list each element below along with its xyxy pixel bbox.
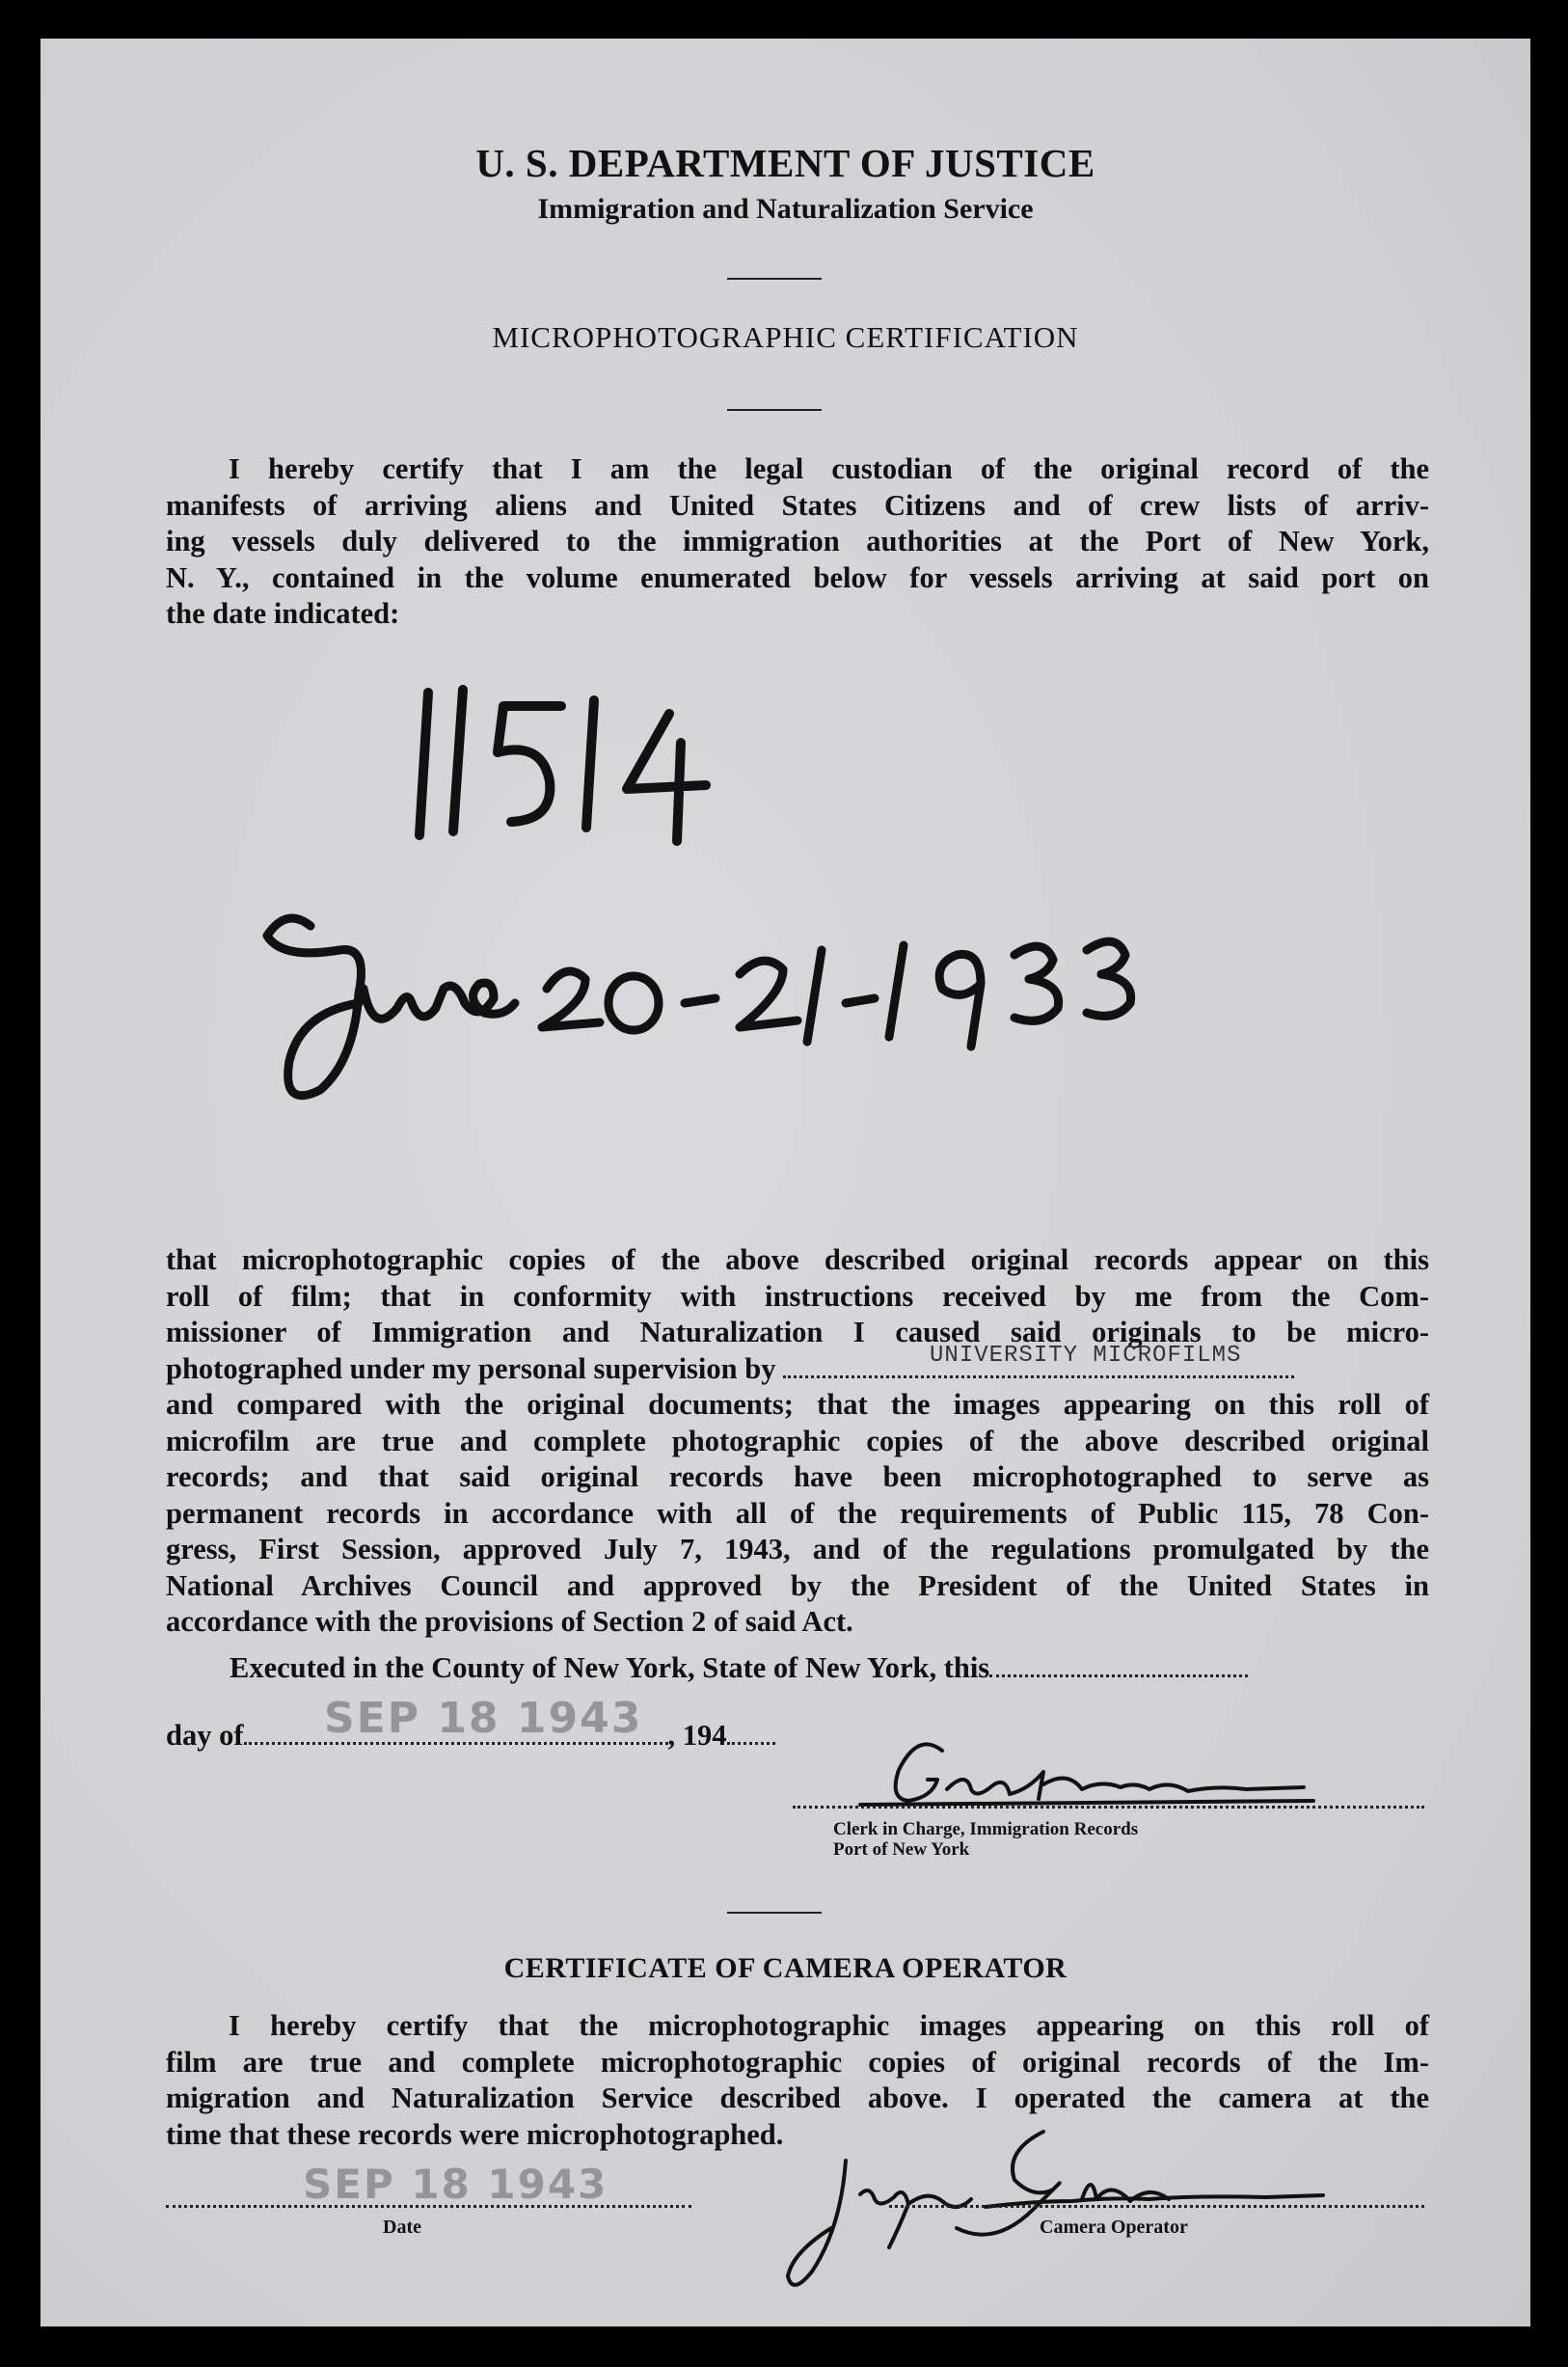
date-line [166, 2205, 691, 2208]
handwritten-volume-number [419, 690, 706, 841]
intro-line: I hereby certify that I am the legal custodian of the original record of the [229, 452, 1429, 485]
year-dotted-line [727, 1728, 775, 1745]
camera-line: film are true and complete microphotographic copies of original records of the Im- [166, 2045, 1429, 2079]
executed-day-dotted-line [989, 1661, 1248, 1677]
intro-line: the date indicated: [166, 597, 400, 630]
operator-signature-line [889, 2205, 1424, 2208]
service-subheading: Immigration and Naturalization Service [537, 193, 1034, 225]
clerk-title [833, 1819, 1138, 1860]
day-of-label: day of [166, 1719, 244, 1752]
intro-line: manifests of arriving aliens and United States Citizens and of crew lists of arriv- [166, 488, 1429, 522]
supervision-line [166, 1342, 1429, 1388]
certification-title: MICROPHOTOGRAPHIC CERTIFICATION [492, 320, 1079, 354]
clerk-signature-line [793, 1806, 1424, 1809]
executed-line [230, 1651, 1248, 1685]
operator-label: Camera Operator [1040, 2217, 1188, 2238]
body-line: missioner of Immigration and Naturalization I caused said originals to be micro- [166, 1316, 1429, 1348]
clerk-title-line-2: Port of New York [833, 1839, 970, 1860]
day-date-stamp: SEP 18 1943 [324, 1694, 643, 1743]
body-line: roll of film; that in conformity with instructions received by me from the Com- [166, 1279, 1429, 1313]
year-prefix: , 194 [667, 1719, 727, 1752]
body-line: records; and that said original records have been microphotographed to serve as [166, 1460, 1429, 1493]
body-line: accordance with the provisions of Section 2 of said Act. [166, 1605, 853, 1638]
camera-line: migration and Naturalization Service described above. I operated the camera at the [166, 2081, 1429, 2114]
camera-operator-signature [764, 2093, 1362, 2305]
body-line: gress, First Session, approved July 7, 1943, and of the regulations promulgated by the [166, 1533, 1429, 1565]
section-divider [727, 1912, 822, 1914]
certificate-sheet [41, 39, 1530, 2326]
executed-text: Executed in the County of New York, State of New York, this [230, 1651, 990, 1684]
date-label: Date [383, 2217, 421, 2238]
camera-line: time that these records were microphotographed. [166, 2117, 784, 2151]
handwritten-volume-and-dates [41, 39, 1530, 1196]
body-line: microfilm are true and complete photographic copies of the above described original [166, 1424, 1429, 1457]
intro-line: ing vessels duly delivered to the immigration authorities at the Port of New York, [166, 525, 1429, 558]
intro-line: N. Y., contained in the volume enumerated below for vessels arriving at said port on [166, 560, 1429, 594]
camera-line: I hereby certify that the microphotographic images appearing on this roll of [229, 2009, 1429, 2042]
photographed-by-value: UNIVERSITY MICROFILMS [930, 1342, 1242, 1369]
camera-certificate-title: CERTIFICATE OF CAMERA OPERATOR [503, 1952, 1068, 1984]
clerk-title-line-1: Clerk in Charge, Immigration Records [833, 1819, 1139, 1839]
body-line: and compared with the original documents; that the images appearing on this roll of [166, 1388, 1429, 1421]
handwritten-record-dates [267, 918, 1131, 1096]
camera-date-stamp: SEP 18 1943 [303, 2161, 608, 2208]
agency-heading: U. S. DEPARTMENT OF JUSTICE [475, 141, 1095, 185]
body-line: National Archives Council and approved by the President of the United States in [166, 1568, 1429, 1602]
certification-body [166, 1242, 1429, 1641]
supervision-prefix: photographed under my personal supervision by [166, 1351, 776, 1385]
body-line: permanent records in accordance with all of the requirements of Public 115, 78 Con- [166, 1496, 1429, 1530]
body-line: that microphotographic copies of the above described original records appear on this [166, 1243, 1429, 1276]
